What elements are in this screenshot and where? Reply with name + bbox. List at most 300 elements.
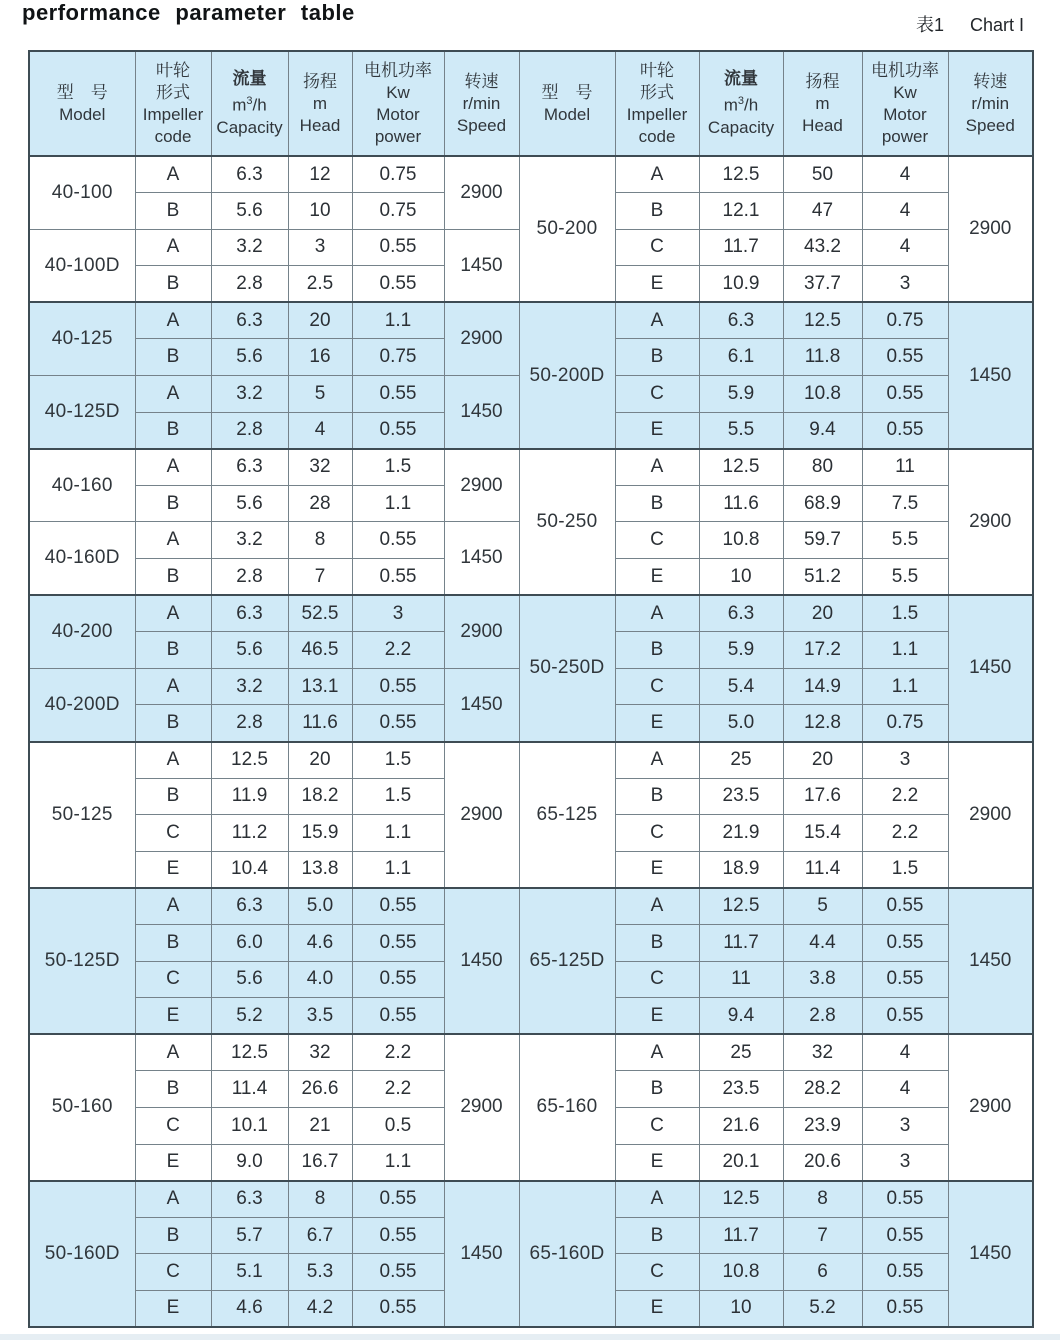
impeller-code-cell: A [135,1181,211,1218]
capacity-cell: 6.3 [699,302,783,339]
impeller-code-cell: A [615,1181,699,1218]
impeller-code-cell: B [135,339,211,376]
head-cell: 18.2 [288,778,352,815]
impeller-code-cell: A [135,595,211,632]
capacity-cell: 10.1 [211,1107,288,1144]
capacity-cell: 11.7 [699,1217,783,1254]
capacity-cell: 5.0 [699,705,783,742]
capacity-cell: 6.1 [699,339,783,376]
head-cell: 4.4 [783,924,862,961]
header-line: 扬程 [303,71,337,91]
impeller-code-cell: B [135,559,211,596]
impeller-code-cell: B [135,705,211,742]
model-cell: 40-125 [29,302,135,375]
header-line: r/min [462,93,501,113]
table-number-en: Chart I [969,15,1024,35]
model-cell: 40-160 [29,449,135,522]
head-cell: 16.7 [288,1144,352,1181]
motor-power-cell: 1.1 [862,668,948,705]
capacity-cell: 12.1 [699,193,783,230]
impeller-code-cell: A [135,302,211,339]
head-cell: 26.6 [288,1071,352,1108]
impeller-code-cell: C [615,1254,699,1291]
motor-power-cell: 0.55 [862,1290,948,1327]
motor-power-cell: 2.2 [352,1034,444,1071]
capacity-cell: 6.3 [211,156,288,193]
impeller-code-cell: B [135,1071,211,1108]
head-cell: 15.9 [288,815,352,852]
head-cell: 9.4 [783,412,862,449]
head-cell: 6 [783,1254,862,1291]
motor-power-cell: 0.55 [352,1181,444,1218]
impeller-code-cell: E [135,1290,211,1327]
impeller-code-cell: E [615,559,699,596]
motor-power-cell: 4 [862,1034,948,1071]
capacity-cell: 11.7 [699,229,783,266]
impeller-code-cell: B [615,632,699,669]
header-power-right [862,51,948,156]
capacity-cell: 3.2 [211,668,288,705]
motor-power-cell: 1.5 [352,742,444,779]
speed-cell: 1450 [444,1181,519,1327]
model-cell: 50-250 [519,449,615,595]
impeller-code-cell: B [135,778,211,815]
capacity-cell: 20.1 [699,1144,783,1181]
header-line: $m^3/h$ [232,95,267,115]
capacity-cell: 6.3 [211,449,288,486]
capacity-cell: 5.6 [211,485,288,522]
motor-power-cell: 2.2 [862,815,948,852]
speed-cell: 1450 [948,1181,1033,1327]
capacity-cell: 2.8 [211,412,288,449]
motor-power-cell: 0.55 [352,668,444,705]
capacity-cell: 10 [699,559,783,596]
head-cell: 20 [288,742,352,779]
motor-power-cell: 1.5 [352,778,444,815]
model-cell: 50-160D [29,1181,135,1327]
impeller-code-cell: A [615,888,699,925]
model-cell: 50-125 [29,742,135,888]
table-row [29,156,1033,193]
motor-power-cell: 5.5 [862,559,948,596]
header-line: 叶轮 [640,60,674,80]
impeller-code-cell: A [135,229,211,266]
head-cell: 20 [783,742,862,779]
motor-power-cell: 0.55 [352,412,444,449]
capacity-cell: 12.5 [699,888,783,925]
impeller-code-cell: B [135,266,211,303]
model-cell: 65-125D [519,888,615,1034]
capacity-cell: 6.3 [211,888,288,925]
impeller-code-cell: A [135,376,211,413]
capacity-cell: 23.5 [699,778,783,815]
impeller-code-cell: E [135,998,211,1035]
impeller-code-cell: E [615,412,699,449]
capacity-cell: 10.8 [699,522,783,559]
impeller-code-cell: A [135,156,211,193]
header-line: Model [59,104,106,124]
impeller-code-cell: C [135,815,211,852]
header-line: Impeller [142,104,204,124]
header-line: 电机功率 [364,60,432,80]
motor-power-cell: 0.55 [862,888,948,925]
head-cell: 16 [288,339,352,376]
motor-power-cell: 0.55 [862,412,948,449]
header-head-right [783,51,862,156]
header-speed-right [948,51,1033,156]
impeller-code-cell: E [615,998,699,1035]
head-cell: 5.2 [783,1290,862,1327]
impeller-code-cell: A [615,156,699,193]
capacity-cell: 11.2 [211,815,288,852]
head-cell: 4.6 [288,924,352,961]
capacity-cell: 12.5 [699,449,783,486]
table-row [29,595,1033,632]
impeller-code-cell: E [615,851,699,888]
capacity-cell: 10 [699,1290,783,1327]
head-cell: 21 [288,1107,352,1144]
model-cell: 50-200D [519,302,615,448]
header-model-right [519,51,615,156]
model-cell: 50-160 [29,1034,135,1180]
motor-power-cell: 3 [862,266,948,303]
impeller-code-cell: C [615,522,699,559]
motor-power-cell: 0.55 [862,339,948,376]
header-head-left [288,51,352,156]
head-cell: 20 [783,595,862,632]
capacity-cell: 3.2 [211,376,288,413]
motor-power-cell: 1.1 [352,815,444,852]
capacity-cell: 2.8 [211,266,288,303]
header-line: power [881,126,929,146]
header-line: code [638,126,676,146]
capacity-cell: 2.8 [211,705,288,742]
motor-power-cell: 1.1 [862,632,948,669]
motor-power-cell: 1.5 [862,595,948,632]
head-cell: 8 [783,1181,862,1218]
motor-power-cell: 0.55 [352,559,444,596]
capacity-cell: 11.4 [211,1071,288,1108]
head-cell: 12.5 [783,302,862,339]
impeller-code-cell: C [615,815,699,852]
speed-cell: 1450 [444,668,519,741]
motor-power-cell: 0.55 [352,229,444,266]
motor-power-cell: 0.55 [352,705,444,742]
capacity-cell: 5.2 [211,998,288,1035]
speed-cell: 1450 [948,888,1033,1034]
impeller-code-cell: C [135,1107,211,1144]
motor-power-cell: 5.5 [862,522,948,559]
header-line: m [815,93,830,113]
model-cell: 50-200 [519,156,615,302]
header-line: Kw [893,82,917,102]
head-cell: 68.9 [783,485,862,522]
head-cell: 5.3 [288,1254,352,1291]
header-line: 扬程 [805,71,840,91]
model-cell: 40-100 [29,156,135,229]
header-line: Speed [456,115,507,135]
impeller-code-cell: A [615,302,699,339]
impeller-code-cell: B [135,924,211,961]
capacity-cell: 23.5 [699,1071,783,1108]
impeller-code-cell: A [135,449,211,486]
capacity-cell: 9.4 [699,998,783,1035]
impeller-code-cell: A [615,449,699,486]
capacity-cell: 5.6 [211,632,288,669]
motor-power-cell: 0.75 [352,339,444,376]
head-cell: 51.2 [783,559,862,596]
head-cell: 20 [288,302,352,339]
motor-power-cell: 2.2 [862,778,948,815]
capacity-cell: 11.6 [699,485,783,522]
head-cell: 10 [288,193,352,230]
capacity-cell: 6.3 [211,1181,288,1218]
motor-power-cell: 0.75 [352,193,444,230]
capacity-cell: 25 [699,742,783,779]
capacity-cell: 21.6 [699,1107,783,1144]
head-cell: 32 [783,1034,862,1071]
capacity-cell: 12.5 [211,1034,288,1071]
impeller-code-cell: C [615,229,699,266]
capacity-cell: 11 [699,961,783,998]
head-cell: 10.8 [783,376,862,413]
head-cell: 20.6 [783,1144,862,1181]
header-model-left [29,51,135,156]
header-line: 形式 [156,82,190,102]
head-cell: 3.8 [783,961,862,998]
header-line: Speed [965,115,1015,135]
speed-cell: 2900 [444,742,519,888]
motor-power-cell: 0.55 [862,1217,948,1254]
table-row [29,302,1033,339]
capacity-cell: 11.7 [699,924,783,961]
motor-power-cell: 2.2 [352,1071,444,1108]
motor-power-cell: 3 [862,1107,948,1144]
capacity-cell: 6.3 [699,595,783,632]
capacity-cell: 2.8 [211,559,288,596]
impeller-code-cell: E [615,266,699,303]
header-line: Impeller [626,104,688,124]
impeller-code-cell: B [615,1071,699,1108]
header-capacity-left [211,51,288,156]
impeller-code-cell: C [615,1107,699,1144]
impeller-code-cell: A [135,888,211,925]
capacity-cell: 3.2 [211,229,288,266]
model-cell: 40-200 [29,595,135,668]
impeller-code-cell: E [615,1290,699,1327]
speed-cell: 2900 [948,156,1033,302]
motor-power-cell: 0.55 [352,266,444,303]
head-cell: 7 [783,1217,862,1254]
impeller-code-cell: A [615,595,699,632]
header-line: Kw [386,82,410,102]
motor-power-cell: 0.55 [352,924,444,961]
impeller-code-cell: C [615,668,699,705]
capacity-cell: 5.9 [699,376,783,413]
header-line: 型 号 [541,82,593,102]
header-impeller-right [615,51,699,156]
head-cell: 80 [783,449,862,486]
motor-power-cell: 0.5 [352,1107,444,1144]
head-cell: 17.6 [783,778,862,815]
motor-power-cell: 0.55 [352,888,444,925]
motor-power-cell: 4 [862,1071,948,1108]
head-cell: 5 [783,888,862,925]
motor-power-cell: 0.55 [352,522,444,559]
header-line: 流量 [724,69,758,89]
head-cell: 32 [288,1034,352,1071]
head-cell: 3 [288,229,352,266]
model-cell: 40-160D [29,522,135,595]
capacity-cell: 10.9 [699,266,783,303]
capacity-cell: 10.8 [699,1254,783,1291]
model-cell: 40-200D [29,668,135,741]
head-cell: 43.2 [783,229,862,266]
header-line: 电机功率 [871,60,939,80]
head-cell: 23.9 [783,1107,862,1144]
table-number-label [916,11,1024,37]
head-cell: 12.8 [783,705,862,742]
head-cell: 3.5 [288,998,352,1035]
head-cell: 13.1 [288,668,352,705]
motor-power-cell: 3 [352,595,444,632]
head-cell: 4.2 [288,1290,352,1327]
table-row [29,888,1033,925]
header-line: Head [299,115,341,135]
header-speed-left [444,51,519,156]
capacity-cell: 5.5 [699,412,783,449]
motor-power-cell: 2.2 [352,632,444,669]
head-cell: 5.0 [288,888,352,925]
speed-cell: 1450 [948,595,1033,741]
capacity-cell: 12.5 [699,1181,783,1218]
speed-cell: 2900 [444,1034,519,1180]
motor-power-cell: 1.1 [352,485,444,522]
motor-power-cell: 0.55 [352,1217,444,1254]
impeller-code-cell: C [135,1254,211,1291]
model-cell: 40-125D [29,376,135,449]
motor-power-cell: 3 [862,1144,948,1181]
head-cell: 6.7 [288,1217,352,1254]
table-row [29,742,1033,779]
head-cell: 11.8 [783,339,862,376]
motor-power-cell: 11 [862,449,948,486]
header-line: m [312,93,328,113]
impeller-code-cell: B [615,485,699,522]
head-cell: 17.2 [783,632,862,669]
head-cell: 50 [783,156,862,193]
head-cell: 37.7 [783,266,862,303]
head-cell: 15.4 [783,815,862,852]
impeller-code-cell: B [135,412,211,449]
header-line: Model [543,104,591,124]
header-line: $m^3/h$ [723,95,759,115]
impeller-code-cell: B [615,339,699,376]
speed-cell: 1450 [444,522,519,595]
header-line: 叶轮 [156,60,190,80]
header-line: Capacity [707,117,775,137]
capacity-cell: 5.6 [211,339,288,376]
capacity-cell: 6.3 [211,595,288,632]
capacity-cell: 10.4 [211,851,288,888]
head-cell: 28 [288,485,352,522]
table-row [29,1181,1033,1218]
motor-power-cell: 0.55 [352,1254,444,1291]
impeller-code-cell: A [135,522,211,559]
head-cell: 8 [288,1181,352,1218]
motor-power-cell: 0.75 [862,302,948,339]
capacity-cell: 6.3 [211,302,288,339]
capacity-cell: 11.9 [211,778,288,815]
head-cell: 2.5 [288,266,352,303]
impeller-code-cell: C [615,376,699,413]
head-cell: 52.5 [288,595,352,632]
speed-cell: 1450 [948,302,1033,448]
impeller-code-cell: B [615,1217,699,1254]
header-line: 形式 [640,82,674,102]
header-capacity-right [699,51,783,156]
impeller-code-cell: B [135,1217,211,1254]
performance-parameter-table [28,50,1034,1328]
table-number-zh: 表1 [915,15,944,35]
motor-power-cell: 1.5 [352,449,444,486]
model-cell: 65-160 [519,1034,615,1180]
impeller-code-cell: E [135,1144,211,1181]
speed-cell: 2900 [444,302,519,375]
motor-power-cell: 0.55 [352,1290,444,1327]
impeller-code-cell: E [615,705,699,742]
speed-cell: 2900 [948,449,1033,595]
head-cell: 32 [288,449,352,486]
capacity-cell: 5.1 [211,1254,288,1291]
scan-edge [0,1334,1060,1340]
header-line: 转速 [464,71,499,91]
capacity-cell: 12.5 [699,156,783,193]
motor-power-cell: 1.1 [352,851,444,888]
impeller-code-cell: A [615,742,699,779]
head-cell: 13.8 [288,851,352,888]
speed-cell: 1450 [444,229,519,302]
head-cell: 8 [288,522,352,559]
header-line: Motor [883,104,927,124]
capacity-cell: 5.9 [699,632,783,669]
impeller-code-cell: A [135,1034,211,1071]
head-cell: 12 [288,156,352,193]
header-line: 型 号 [56,82,108,102]
speed-cell: 2900 [948,742,1033,888]
head-cell: 4 [288,412,352,449]
speed-cell: 2900 [444,449,519,522]
head-cell: 59.7 [783,522,862,559]
speed-cell: 1450 [444,376,519,449]
header-line: Capacity [216,117,283,137]
motor-power-cell: 0.55 [352,998,444,1035]
impeller-code-cell: B [615,778,699,815]
impeller-code-cell: C [615,961,699,998]
motor-power-cell: 0.55 [862,376,948,413]
capacity-cell: 5.6 [211,193,288,230]
page-title: performance parameter table [22,0,355,25]
head-cell: 11.4 [783,851,862,888]
impeller-code-cell: B [135,193,211,230]
impeller-code-cell: C [135,961,211,998]
table-header [29,51,1033,156]
capacity-cell: 25 [699,1034,783,1071]
motor-power-cell: 4 [862,156,948,193]
capacity-cell: 6.0 [211,924,288,961]
motor-power-cell: 0.55 [862,998,948,1035]
motor-power-cell: 0.75 [862,705,948,742]
